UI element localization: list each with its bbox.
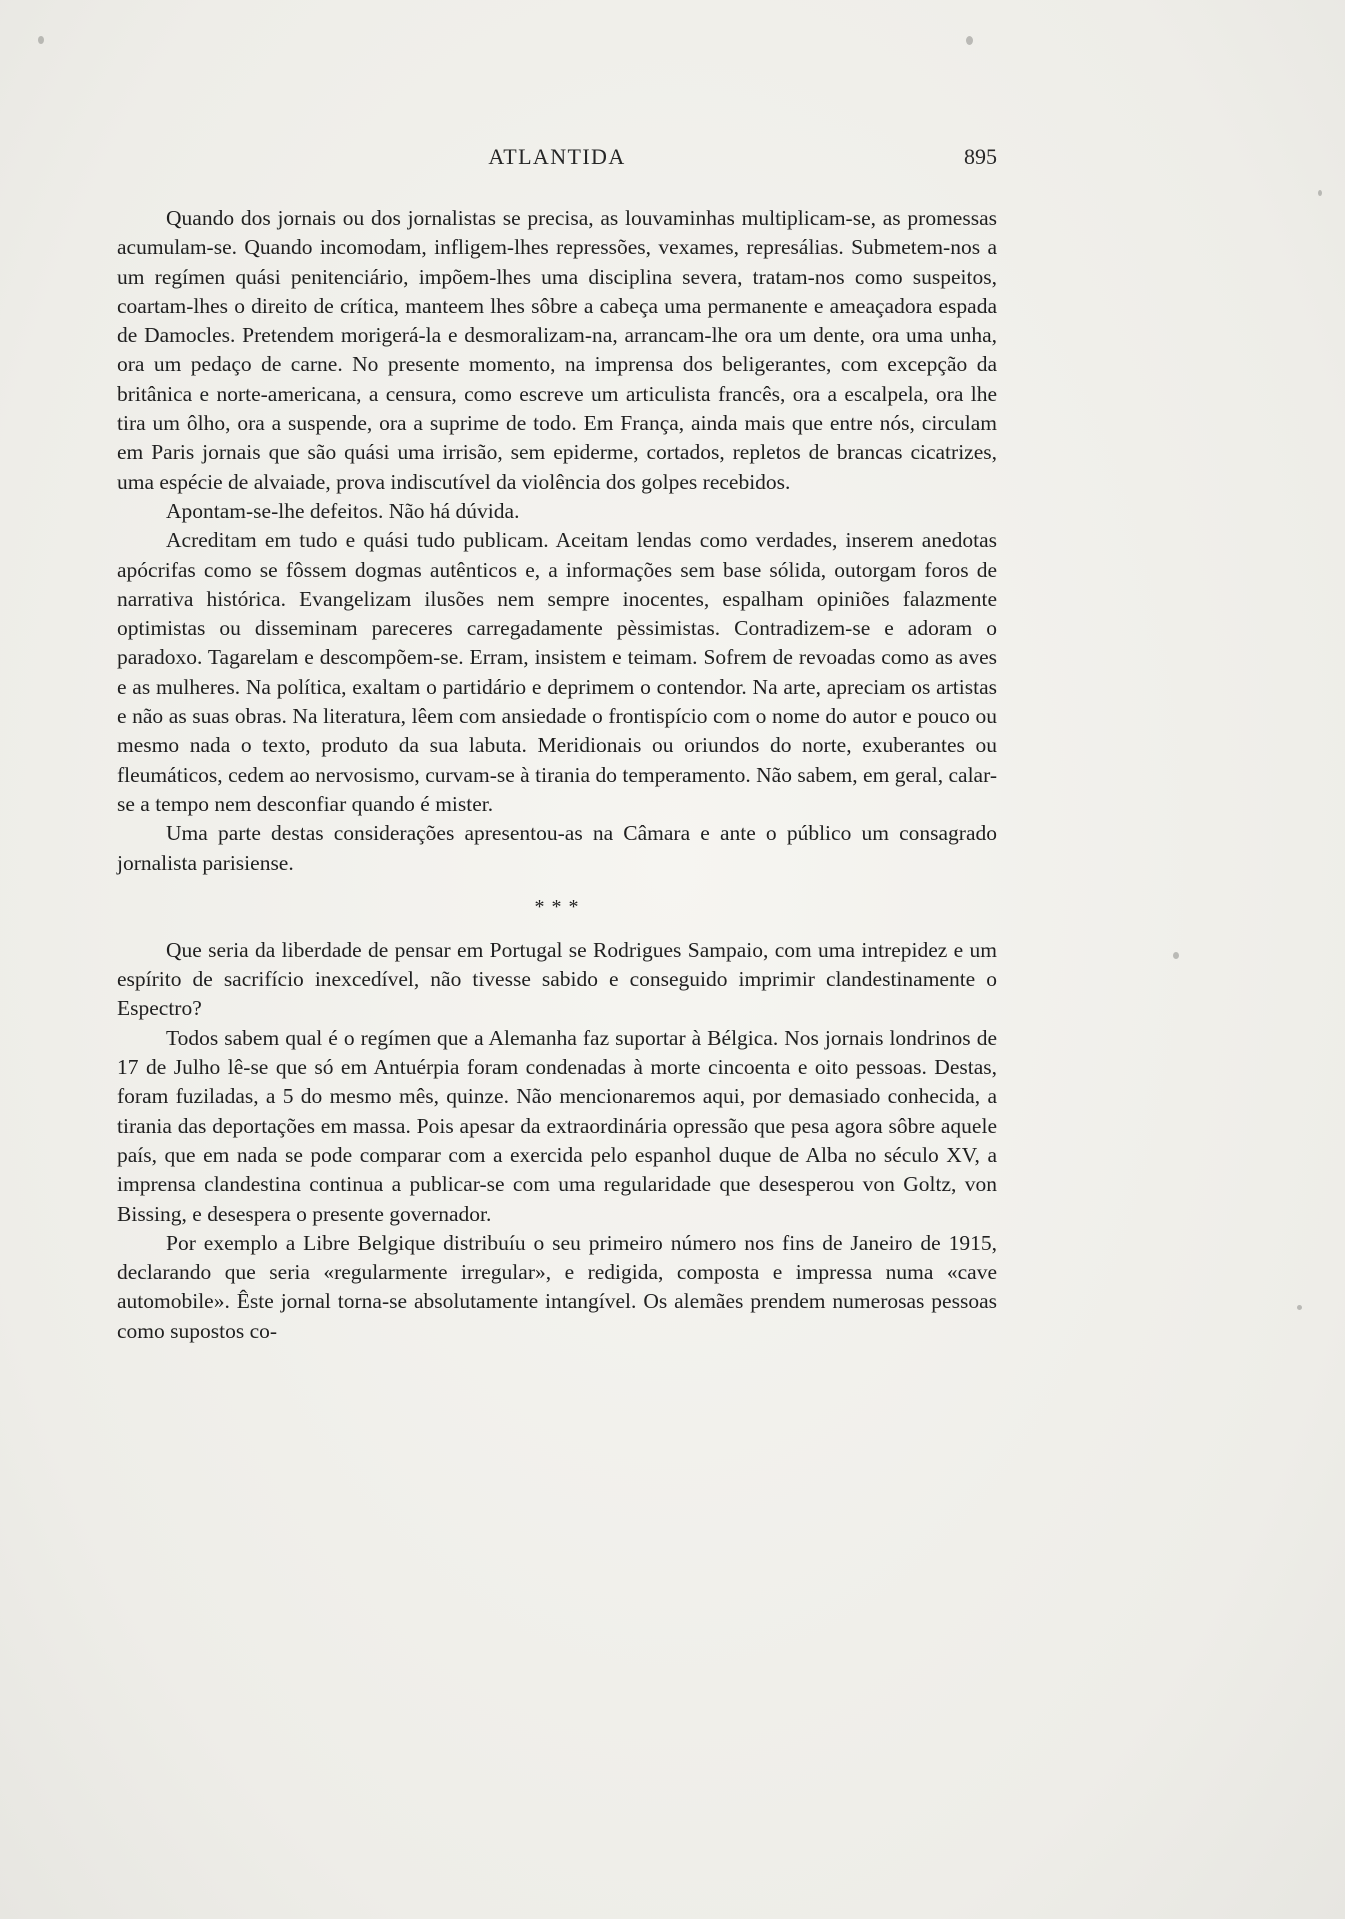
page-header [117,144,997,178]
paragraph: Uma parte destas considerações apresentou-as na Câmara e ante o público um consagrado jornalista parisiense. [117,821,997,875]
paragraph: Todos sabem qual é o regímen que a Alemanha faz suportar à Bélgica. Nos jornais londrinos de 17 de Julho lê-se que só em Antuérpia foram condenadas à morte cincoenta e oito pessoas. Destas, foram fuziladas, a 5 do mesmo mês, quinze. Não mencionaremos aqui, por demasiado conhecida, a tirania das deportações em massa. Pois apesar da extraordinária opressão que pesa agora sôbre aquele país, que em nada se pode comparar com a exercida pelo espanhol duque de Alba no século XV, a imprensa clandestina continua a publicar-se com uma regularidade que desesperou von Goltz, von Bissing, e desespera o presente governador. [117,1025,997,1226]
paragraph: Por exemplo a Libre Belgique distribuíu o seu primeiro número nos fins de Janeiro de 1915, declarando que seria «regularmente irregular», e redigida, composta e impressa numa «cave automobile». Êste jornal torna-se absolutamente intangível. Os alemães prendem numerosas pessoas como supostos co- [117,1230,997,1343]
paper-speck [1173,952,1179,959]
running-title: ATLANTIDA [488,144,626,169]
paragraph: Acreditam em tudo e quási tudo publicam. Aceitam lendas como verdades, inserem anedotas apócrifas como se fôssem dogmas autênticos e, a informações sem base sólida, outorgam foros de narrativa histórica. Evangelizam ilusões nem sempre inocentes, espalham opiniões falazmente optimistas ou disseminam pareceres carregadamente pèssimistas. Contradizem-se e adoram o paradoxo. Tagarelam e descompõem-se. Erram, insistem e teimam. Sofrem de revoadas como as aves e as mulheres. Na política, exaltam o partidário e deprimem o contendor. Na arte, apreciam os artistas e não as suas obras. Na literatura, lêem com ansiedade o frontispício com o nome do autor e pouco ou mesmo nada o texto, produto da sua labuta. Meridionais ou oriundos do norte, exuberantes ou fleumáticos, cedem ao nervosismo, curvam-se à tirania do temperamento. Não sabem, em geral, calar-se a tempo nem desconfiar quando é mister. [117,528,997,816]
paper-speck [38,36,44,44]
body-text [117,204,997,1346]
paper-speck [1318,190,1322,196]
paragraph: Quando dos jornais ou dos jornalistas se precisa, as louvaminhas multiplicam-se, as promessas acumulam-se. Quando incomodam, infligem-lhes repressões, vexames, represálias. Submetem-nos a um regímen quási penitenciário, impõem-lhes uma disciplina severa, tratam-nos como suspeitos, coartam-lhes o direito de crítica, manteem lhes sôbre a cabeça uma permanente e ameaçadora espada de Damocles. Pretendem morigerá-la e desmoralizam-na, arrancam-lhe ora um dente, ora uma unha, ora um pedaço de carne. No presente momento, na imprensa dos beligerantes, com excepção da britânica e norte-americana, a censura, como escreve um articulista francês, ora a escalpela, ora lhe tira um ôlho, ora a suspende, ora a suprime de todo. Em França, ainda mais que entre nós, circulam em Paris jornais que são quási uma irrisão, sem epiderme, cortados, repletos de brancas cicatrizes, uma espécie de alvaiade, prova indiscutível da violência dos golpes recebidos. [117,206,997,494]
paper-speck [966,36,973,45]
section-break-asterism: * * * [534,895,580,918]
paragraph: Apontam-se-lhe defeitos. Não há dúvida. [166,498,520,523]
page-number: 895 [964,144,997,169]
paragraph: Que seria da liberdade de pensar em Portugal se Rodrigues Sampaio, com uma intrepidez e um espírito de sacrifício inexcedível, não tivesse sabido e conseguido imprimir clandestinamente o Espectro? [117,937,997,1021]
paper-speck [1297,1305,1302,1310]
